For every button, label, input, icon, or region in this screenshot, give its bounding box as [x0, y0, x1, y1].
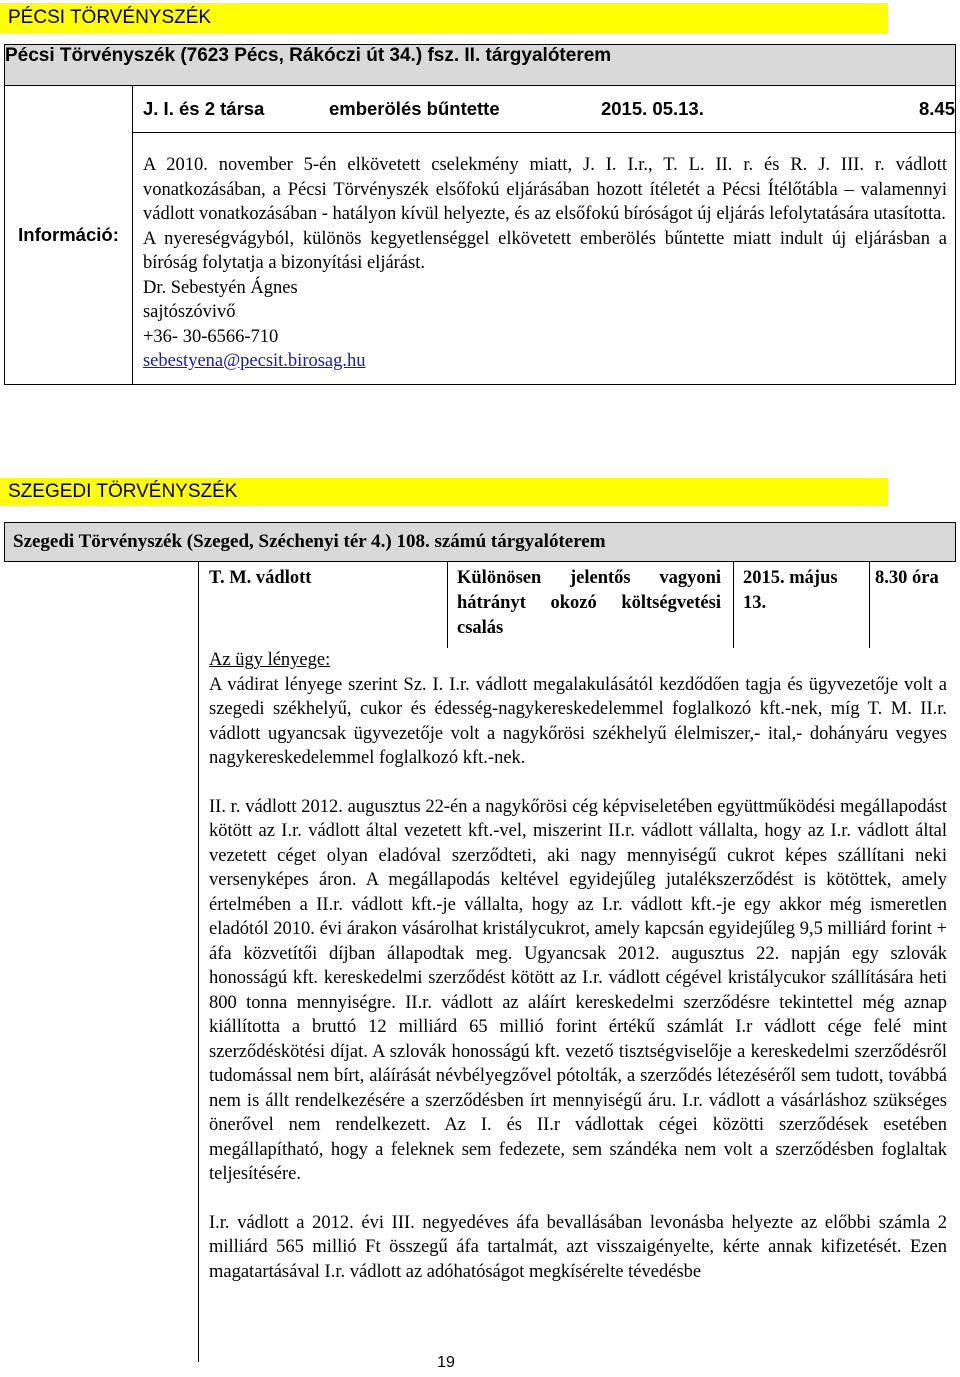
contact-email-link[interactable]: sebestyena@pecsit.birosag.hu: [142, 351, 366, 371]
section-heading-pecs: PÉCSI TÖRVÉNYSZÉK: [0, 3, 888, 33]
szeged-case-body: [209, 648, 947, 1284]
case-time: 8.45: [918, 98, 955, 119]
info-body: [132, 147, 955, 384]
column-divider: [447, 562, 448, 648]
info-paragraph: A nyereségvágyból, különös kegyetlenséggel elkövetett emberölés bűntette miatt indult új eljárásban a bíróság folytatja a bizonyítási eljárást.: [142, 228, 947, 273]
contact-role: sajtószóvivő: [142, 302, 236, 322]
section-heading-szeged: SZEGEDI TÖRVÉNYSZÉK: [0, 478, 888, 506]
case-date: 2015. 05.13.: [600, 98, 704, 119]
case-parties: T. M. vádlott: [209, 568, 312, 588]
column-divider: [733, 562, 734, 648]
case-paragraph: II. r. vádlott 2012. augusztus 22-én a nagykőrösi cég képviseletében együttműködési megállapodást kötött az I.r. vádlott által vezetett kft.-vel, miszerint II.r. vádlott vállalta, hogy az I.r. vádlott által vezetett céget olyan eladóval szerződteti, aki nagy mennyiségű cukrot képes szállítani neki versenyképes áron. A megállapodás keltével egyidejűleg jutalékszerződést is kötöttek, amely értelmében a II.r. vádlott kft.-je vállalta, hogy az I.r. vádlott kft.-je egy akkor még ismeretlen eladótól 2010. évi árakon vásárolhat kristálycukrot, amely kapcsán egyidejűleg 9,5 milliárd forint + áfa közvetítői díjban állapodtak meg. Ugyancsak 2012. augusztus 22. napján egy szlovák honosságú kft. kereskedelmi szerződést kötött az I.r. vádlott cégével kristálycukor szállítására heti 800 tonna mennyiségre. II.r. vádlott az aláírt kereskedelmi szerződésre tekintettel még aznap kiállította a bruttó 12 milliárd 65 millió forint értékű számlát I.r vádlott cége felé mint szerződéskötési díjat. A szlovák honosságú kft. vezető tisztségviselője a kereskedelmi szerződésről tudomással nem bírt, aláírását névbélyegzővel pótolták, a szerződés létezéséről sem tudott, továbbá nem is állt rendelkezésére a szerződésben írt mennyiségű áru. I.r. vádlott a vásárláshoz szükséges önerővel nem rendelkezett. Az I. és II.r vádlottak cégei közötti szerződések esetében megállapítható, hogy a feleknek sem fedezete, sem szándéka nem volt a szerződésben foglaltak teljesítésére.: [209, 796, 947, 1184]
case-crime: Különösen jelentős vagyoni hátrányt okozó költségvetési csalás: [457, 568, 721, 638]
case-crime: emberölés bűntette: [328, 98, 500, 119]
case-essence-label: Az ügy lényege:: [209, 650, 331, 670]
szeged-case-header: [199, 562, 956, 648]
case-time: 8.30 óra: [875, 568, 939, 588]
case-summary-row: [132, 86, 955, 133]
case-paragraph: A vádirat lényege szerint Sz. I. I.r. vádlott megalakulásától kezdődően tagja és ügyvezetője volt a szegedi székhelyű, cukor és édesség-nagykereskedelemmel foglalkozó kft.-nek, míg T. M. II.r. vádlott ugyancsak ügyvezetője volt a nagykőrösi székhelyű élelmiszer,- ital,- dohányáru vegyes nagykereskedelemmel foglalkozó kft.-nek.: [209, 674, 947, 768]
spacer-row: [132, 133, 955, 148]
case-parties: J. I. és 2 társa: [142, 98, 265, 119]
szeged-case-block: [198, 562, 956, 1362]
szeged-court-table: [4, 522, 956, 562]
court-room-szeged: Szegedi Törvényszék (Szeged, Széchenyi tér 4.) 108. számú tárgyalóterem: [5, 523, 956, 562]
contact-phone: +36- 30-6566-710: [142, 326, 279, 347]
court-room-pecs: Pécsi Törvényszék (7623 Pécs, Rákóczi út 34.) fsz. II. tárgyalóterem: [5, 45, 956, 86]
info-paragraph: A 2010. november 5-én elkövetett cselekmény miatt, J. I. I.r., T. L. II. r. és R. J. III. r. vádlott vonatkozásában, a Pécsi Törvényszék elsőfokú eljárásában hozott ítéletét a Pécsi Ítélőtábla – valamennyi vádlott vonatkozásában - hatályon kívül helyezte, és az elsőfokú bíróságot új eljárás lefolytatására utasította.: [142, 155, 947, 224]
page-number: 19: [437, 1354, 455, 1371]
column-divider: [869, 562, 870, 648]
case-paragraph: I.r. vádlott a 2012. évi III. negyedéves áfa bevallásában levonásba helyezte az előbbi számla 2 milliárd 565 millió Ft összegű áfa tartalmát, azt visszaigényelte, kérte annak kifizetését. Ezen magatartásával I.r. vádlott az adóhatóságot megkísérelte tévedésbe: [209, 1212, 947, 1282]
case-date: 2015. május 13.: [743, 568, 838, 613]
contact-name: Dr. Sebestyén Ágnes: [142, 277, 298, 298]
pecs-case-table: [4, 44, 956, 385]
info-label: Információ:: [5, 86, 133, 385]
